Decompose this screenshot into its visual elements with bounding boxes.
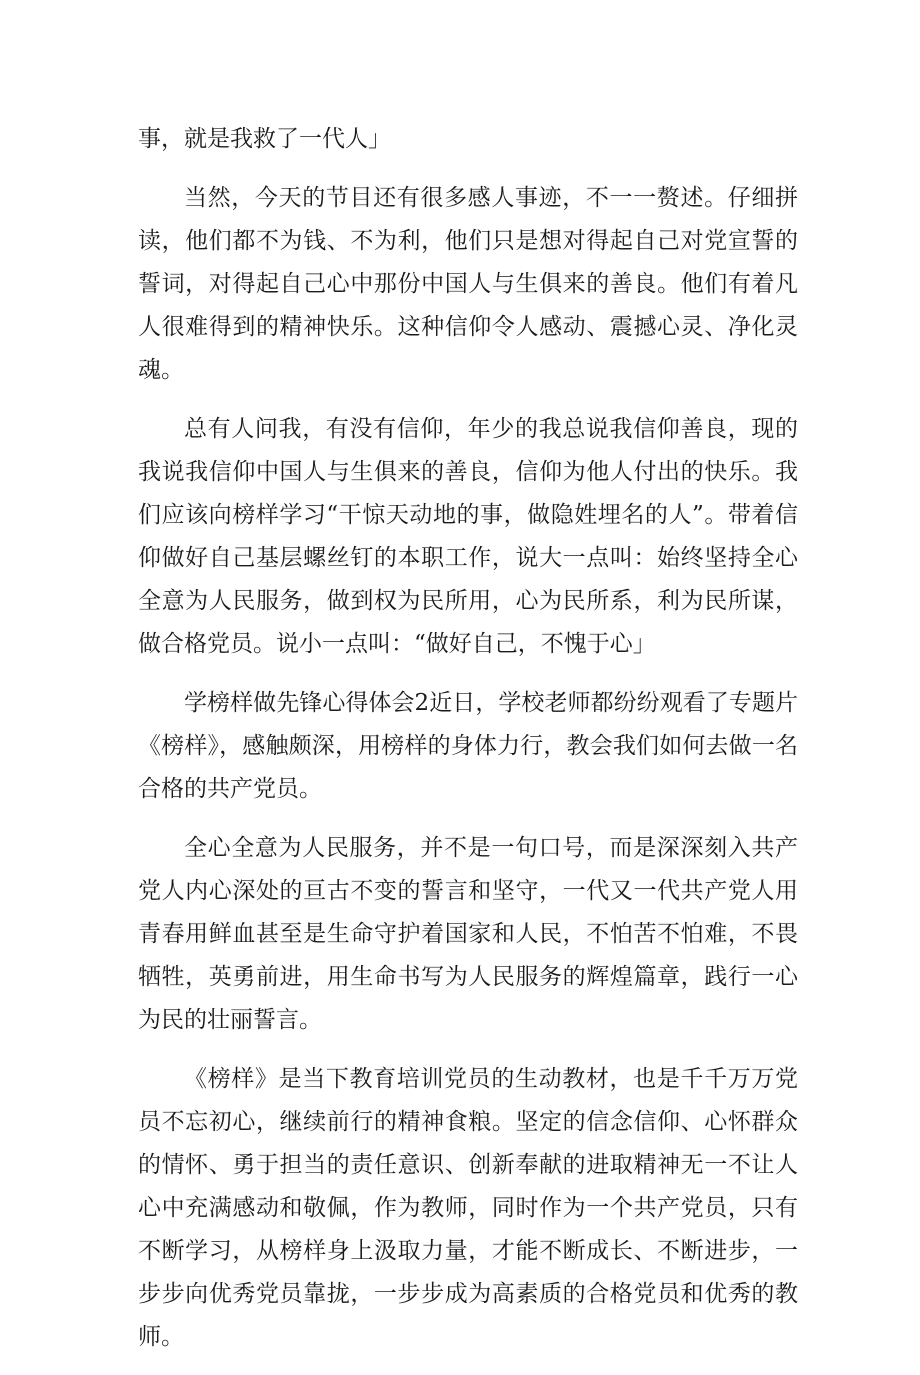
paragraph-belief: 总有人问我，有没有信仰，年少的我总说我信仰善良，现的我说我信仰中国人与生俱来的善良，信仰为他人付出的快乐。我们应该向榜样学习“干惊天动地的事，做隐姓埋名的人”。带着信仰做好自己基层螺丝钉的本职工作，说大一点叫：始终坚持全心全意为人民服务，做到权为民所用，心为民所系，利为民所谋，做合格党员。说小一点叫：“做好自己，不愧于心」	[138, 416, 798, 657]
paragraph-serve-people: 全心全意为人民服务，并不是一句口号，而是深深刻入共产党人内心深处的亘古不变的誓言和坚守，一代又一代共产党人用青春用鲜血甚至是生命守护着国家和人民，不怕苦不怕难，不畏牺牲，英勇前进，用生命书写为人民服务的辉煌篇章，践行一心为民的壮丽誓言。	[138, 835, 798, 1033]
paragraph-continued: 事，就是我救了一代人」	[138, 126, 391, 152]
paragraph-touching-deeds: 当然，今天的节目还有很多感人事迹，不一一赘述。仔细拼读，他们都不为钱、不为利，他们只是想对得起自己对党宣誓的誓词，对得起自己心中那份中国人与生俱来的善良。他们有着凡人很难得到的精神快乐。这种信仰令人感动、震撼心灵、净化灵魂。	[138, 185, 798, 383]
document-body	[138, 118, 798, 1375]
paragraph-reflection-2: 学榜样做先锋心得体会2近日，学校老师都纷纷观看了专题片《榜样》，感触颇深，用榜样的身体力行，教会我们如何去做一名合格的共产党员。	[138, 690, 798, 802]
paragraph-role-model: 《榜样》是当下教育培训党员的生动教材，也是千千万万党员不忘初心，继续前行的精神食粮。坚定的信念信仰、心怀群众的情怀、勇于担当的责任意识、创新奉献的进取精神无一不让人心中充满感动和敬佩，作为教师，同时作为一个共产党员，只有不断学习，从榜样身上汲取力量，才能不断成长、不断进步，一步步向优秀党员靠拢，一步步成为高素质的合格党员和优秀的教师。	[138, 1066, 798, 1350]
